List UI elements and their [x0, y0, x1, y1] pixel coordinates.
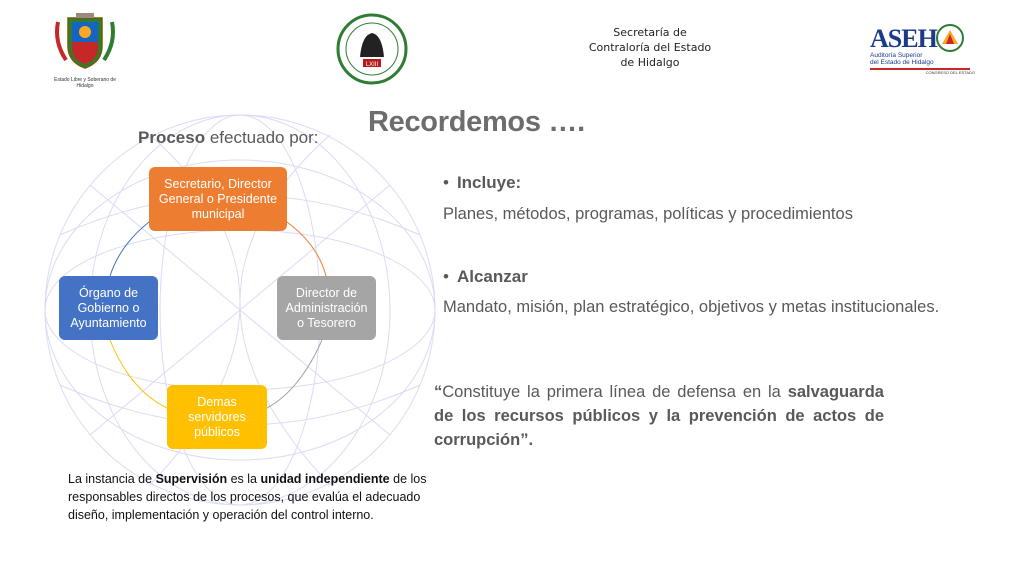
secretaria-line-1: Secretaría de [613, 26, 687, 39]
quote-bold: salvaguarda de los recursos públicos y la prevención de actos de corrupción [434, 383, 884, 449]
asehl-subtitle-3: CONGRESO DEL ESTADO [925, 70, 975, 75]
process-label-bold: Proceso [138, 128, 206, 147]
bullet-text-incluye: Planes, métodos, programas, políticas y procedimientos [443, 205, 853, 223]
bullet-text-alcanzar: Mandato, misión, plan estratégico, objetivos y metas institucionales. [443, 298, 940, 316]
process-label-rest: efectuado por: [205, 128, 319, 147]
asehl-logo-text: ASEH [870, 24, 937, 53]
note-text-1: La instancia de [68, 472, 156, 486]
bullet-incluye [443, 173, 521, 193]
note-text-2: es la [227, 472, 261, 486]
asehl-subtitle-2: del Estado de Hidalgo [870, 59, 934, 66]
bullet-alcanzar [443, 267, 528, 287]
quote-part-1: Constituye la primera línea de defensa en la [442, 383, 788, 401]
seal-number: LXIII [365, 62, 379, 68]
cycle-node-director-administracion: Director de Administración o Tesorero [277, 276, 376, 340]
bullet-heading-incluye: Incluye: [456, 173, 522, 192]
hidalgo-caption: Estado Libre y Soberano de Hidalgo [54, 77, 116, 89]
supervision-note [68, 470, 430, 524]
cycle-node-organo-gobierno: Órgano de Gobierno o Ayuntamiento [59, 276, 158, 340]
note-bold-2: unidad independiente [260, 472, 390, 486]
asehl-subtitle-1: Auditoría Superior [870, 52, 923, 59]
slide-title: Recordemos …. [368, 106, 585, 138]
secretaria-line-2: Contraloría del Estado [588, 41, 712, 54]
bullet-dot: • [443, 267, 449, 286]
cycle-node-servidores-publicos: Demas servidores públicos [167, 385, 267, 449]
quote-text [434, 380, 884, 452]
note-bold-1: Supervisión [155, 472, 228, 486]
quote-open: “ [434, 383, 443, 401]
secretaria-line-3: de Hidalgo [620, 56, 680, 69]
cycle-node-secretario: Secretario, Director General o Presidente municipal [149, 167, 287, 231]
bullet-dot: • [443, 173, 449, 192]
quote-close: ”. [520, 431, 534, 449]
note-text-3: de los responsables directos de los procesos, que evalúa el adecuado diseño, implementación y operación del control interno. [68, 472, 427, 522]
bullet-heading-alcanzar: Alcanzar [456, 267, 528, 286]
